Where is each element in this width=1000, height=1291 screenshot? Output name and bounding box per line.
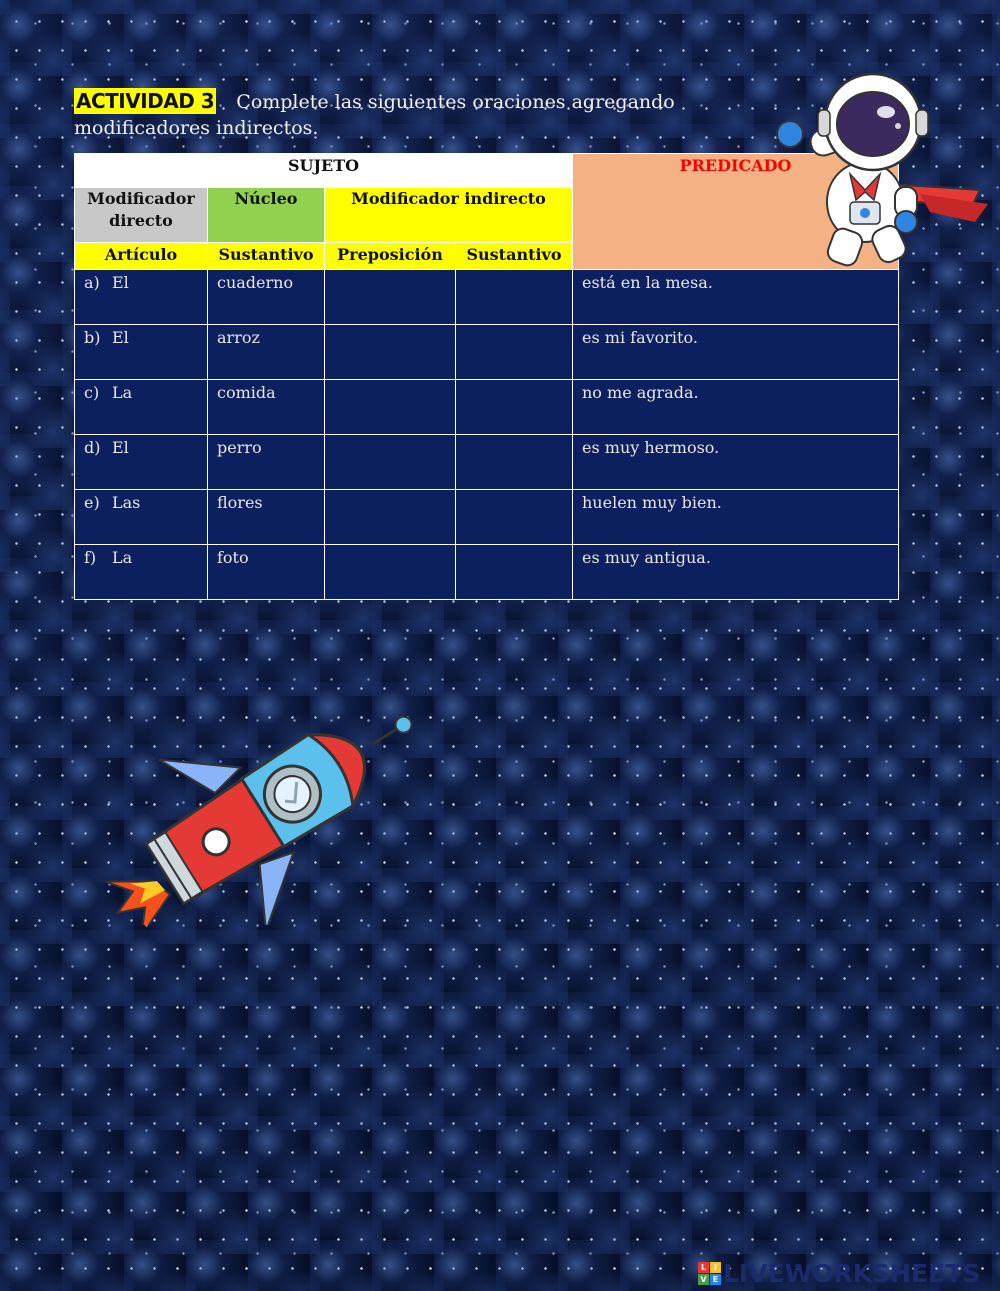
logo-letter: E [710,1274,721,1285]
activity-instruction: Complete las siguientes oraciones agregando modificadores indirectos. [74,91,675,139]
header-sustantivo-2: Sustantivo [456,243,573,270]
answer-sustantivo-field[interactable] [456,545,573,600]
header-predicado: PREDICADO [573,154,899,270]
header-modificador-indirecto: Modificador indirecto [325,188,573,243]
answer-sustantivo-field[interactable] [456,380,573,435]
row-nucleo: perro [217,438,262,457]
row-label: a) [84,273,100,292]
header-sujeto: SUJETO [75,154,573,188]
logo-letter: L [698,1262,709,1273]
row-label: b) [84,328,101,347]
answer-preposicion-field[interactable] [325,380,456,435]
row-nucleo: foto [217,548,249,567]
answer-preposicion-field[interactable] [325,325,456,380]
header-preposicion: Preposición [325,243,456,270]
logo-letter: I [710,1262,721,1273]
header-nucleo: Núcleo [208,188,325,243]
table-row [75,270,899,325]
liveworksheets-logo [698,1259,980,1288]
answer-sustantivo-field[interactable] [456,270,573,325]
table-row [75,325,899,380]
row-predicado: es muy hermoso. [582,438,720,457]
activity-header [74,88,794,141]
table-row [75,545,899,600]
row-nucleo: comida [217,383,276,402]
row-predicado: es mi favorito. [582,328,698,347]
activity-tag: ACTIVIDAD 3 [76,89,215,113]
row-predicado: huelen muy bien. [582,493,722,512]
header-articulo: Artículo [75,243,208,270]
row-nucleo: flores [217,493,263,512]
row-predicado: no me agrada. [582,383,699,402]
row-nucleo: arroz [217,328,260,347]
logo-grid-icon [698,1262,721,1285]
row-label: e) [84,493,100,512]
row-label: c) [84,383,100,402]
answer-preposicion-field[interactable] [325,435,456,490]
answer-preposicion-field[interactable] [325,490,456,545]
header-modificador-directo: Modificador directo [75,188,208,243]
answer-preposicion-field[interactable] [325,545,456,600]
row-articulo: Las [112,493,141,512]
row-articulo: La [112,548,133,567]
astronaut-illustration [770,62,992,272]
row-articulo: El [112,328,129,347]
row-articulo: El [112,438,129,457]
rocket-illustration [92,690,442,925]
row-label: f) [84,548,97,567]
row-articulo: La [112,383,133,402]
answer-sustantivo-field[interactable] [456,325,573,380]
logo-letter: V [698,1274,709,1285]
answer-sustantivo-field[interactable] [456,490,573,545]
table-row [75,490,899,545]
answer-sustantivo-field[interactable] [456,435,573,490]
row-predicado: está en la mesa. [582,273,713,292]
answer-preposicion-field[interactable] [325,270,456,325]
row-predicado: es muy antigua. [582,548,711,567]
table-row [75,435,899,490]
table-row [75,380,899,435]
row-label: d) [84,438,101,457]
logo-text: LIVEWORKSHEETS [723,1259,981,1288]
row-articulo: El [112,273,129,292]
header-sustantivo: Sustantivo [208,243,325,270]
row-nucleo: cuaderno [217,273,294,292]
